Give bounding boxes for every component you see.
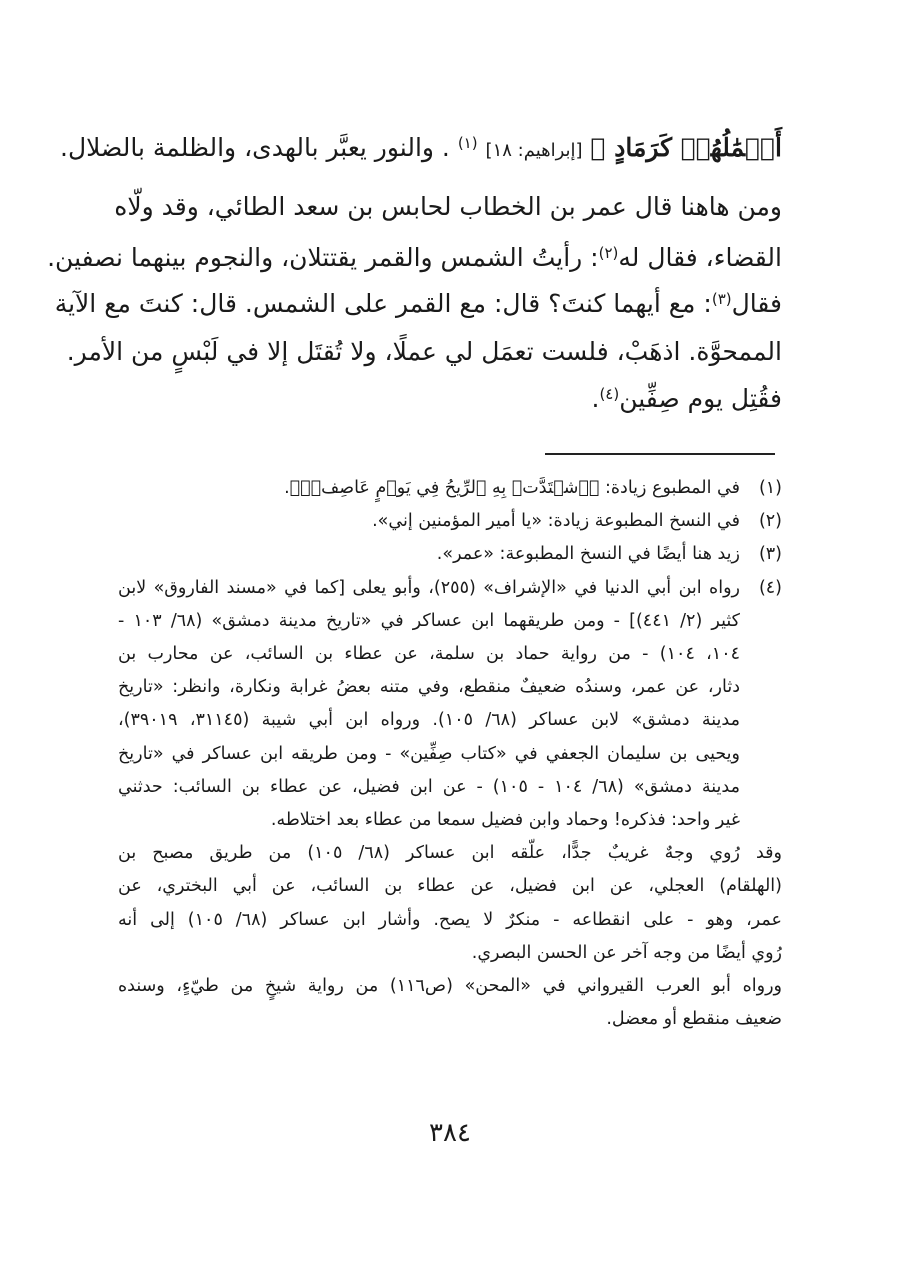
main-line-2 <box>114 187 782 227</box>
footnote-number: (٢) <box>758 511 782 532</box>
footnote-text: عمر، وهو - على انقطاعه - منكرٌ لا يصح. وأشار ابن عساكر (٦٨/ ١٠٥) إلى أنه <box>118 909 782 930</box>
main-text: فقال <box>731 289 782 318</box>
main-line-3 <box>47 238 782 278</box>
footnote-number: (٤) <box>758 577 782 598</box>
main-text: : مع أيهما كنتَ؟ قال: مع القمر على الشمس. قال: كنتَ مع الآية <box>54 289 712 318</box>
main-text: : رأيتُ الشمس والقمر يقتتلان، والنجوم بينهما نصفين. <box>47 243 599 272</box>
footnote-text: (الهلقام) العجلي، عن ابن فضيل، عن عطاء بن السائب، عن أبي البختري، عن <box>118 876 782 897</box>
footnote-ref-2[interactable]: (٢) <box>598 244 619 262</box>
main-text: . والنور يعبَّر بالهدى، والظلمة بالضلال. <box>60 133 450 162</box>
footnote-ref-1[interactable]: (١) <box>457 134 478 152</box>
footnote-text: رُوي أيضًا من وجه آخر عن الحسن البصري. <box>471 942 782 963</box>
footnote-number: (٣) <box>758 544 782 565</box>
main-text: ومن هاهنا قال عمر بن الخطاب لحابس بن سعد الطائي، وقد ولّاه <box>114 192 782 221</box>
verse-citation: [إبراهيم: ١٨] <box>485 140 583 161</box>
footnote-text: وقد رُوي وجهٌ غريبٌ جدًّا، علّقه ابن عساكر (٦٨/ ١٠٥) من طريق مصبح بن <box>118 843 782 864</box>
footnote-text: ضعيف منقطع أو معضل. <box>606 1009 782 1030</box>
main-line-4 <box>54 284 782 324</box>
footnote-number: (١) <box>758 478 782 498</box>
main-line-1 <box>60 128 782 171</box>
footnote-4 <box>118 572 782 838</box>
footnote-text: رواه ابن أبي الدنيا في «الإشراف» (٢٥٥)، وأبو يعلى [كما في «مسند الفاروق» لابن <box>118 577 740 598</box>
page-number: ٣٨٤ <box>429 1118 471 1148</box>
main-text: . <box>591 384 600 413</box>
footnote-text: ١٠٤، ١٠٤) - من رواية حماد بن سلمة، عن عطاء بن السائب، عن محارب بن <box>118 644 740 665</box>
main-text: الممحوَّة. اذهَبْ، فلست تعمَل لي عملًا، ولا تُقتَل إلا في لَبْسٍ من الأمر. <box>66 337 782 366</box>
footnote-ref-4[interactable]: (٤) <box>599 385 620 403</box>
footnote-text: في النسخ المطبوعة زيادة: «يا أمير المؤمنين إني». <box>372 511 740 532</box>
footnote-text: ورواه أبو العرب القيرواني في «المحن» (ص١١٦) من رواية شيخٍ من طيّءٍ، وسنده <box>118 976 782 997</box>
main-text: القضاء، فقال له <box>618 243 782 272</box>
footnote-1 <box>118 472 782 505</box>
footnote-text: كثير (٢/ ٤٤١)] - ومن طريقهما ابن عساكر في «تاريخ مدينة دمشق» (٦٨/ ١٠٣ - <box>118 610 740 631</box>
footnote-text: غير واحد: فذكره! وحماد وابن فضيل سمعا من عطاء بعد اختلاطه. <box>270 810 740 831</box>
footnote-ref-3[interactable]: (٣) <box>711 290 732 308</box>
footnote-continuation <box>118 837 782 1036</box>
footnote-text: مدينة دمشق» لابن عساكر (٦٨/ ١٠٥). ورواه ابن أبي شيبة (٣١١٤٥، ٣٩٠١٩)، <box>118 710 740 731</box>
main-text: فقُتِل يوم صِفِّين <box>619 384 782 413</box>
footnote-separator <box>545 453 775 455</box>
quran-verse-fragment: أَعۡمَٰلُهُمۡ كَرَمَادٍ ﴾ <box>590 133 782 162</box>
footnote-text: ويحيى بن سليمان الجعفي في «كتاب صِفِّين» - ومن طريقه ابن عساكر في «تاريخ <box>118 743 740 764</box>
main-line-6 <box>118 379 782 419</box>
footnote-text: دثار، عن عمر، وسندُه ضعيفٌ منقطع، وفي متنه بعضُ غرابة ونكارة، وانظر: «تاريخ <box>118 677 740 698</box>
footnote-text: زيد هنا أيضًا في النسخ المطبوعة: «عمر». <box>436 544 740 565</box>
footnote-2 <box>118 505 782 538</box>
footnotes <box>118 472 782 1036</box>
footnote-text: في المطبوع زيادة: ﴿ٱشۡتَدَّتۡ بِهِ ٱلرِّيحُ فِي يَوۡمٍ عَاصِفٖۖ﴾. <box>284 478 740 498</box>
footnote-3 <box>118 538 782 571</box>
footnote-text: مدينة دمشق» (٦٨/ ١٠٤ - ١٠٥) - عن ابن فضيل، عن عطاء بن السائب: حدثني <box>118 776 740 797</box>
main-line-5 <box>66 332 782 372</box>
